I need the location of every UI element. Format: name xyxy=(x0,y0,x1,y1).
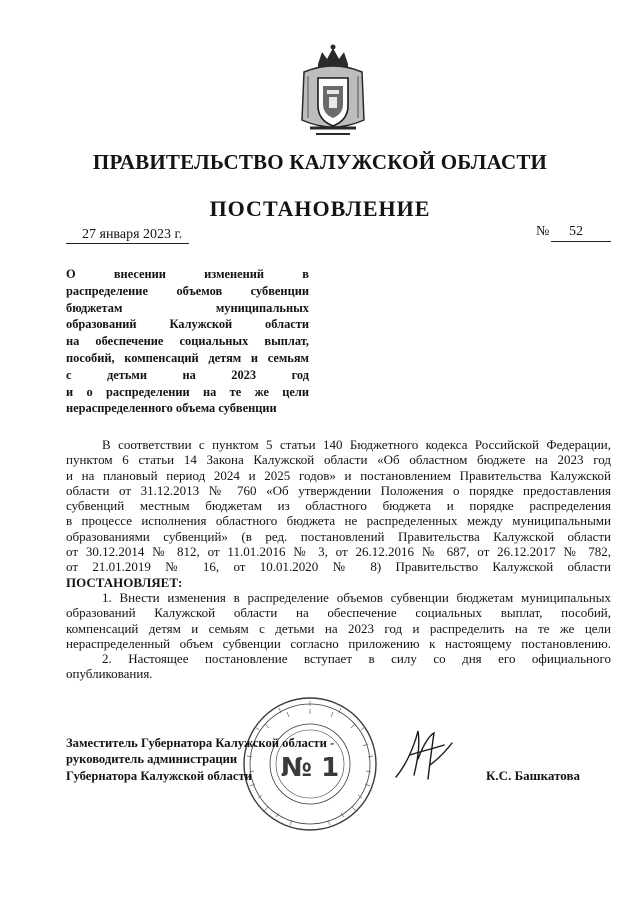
subject-line: О внесении изменений в xyxy=(66,267,309,281)
document-date: 27 января 2023 г. xyxy=(82,227,183,242)
preamble-line: В соответствии с пунктом 5 статьи 140 Бюджетного кодекса Российской Федерации, xyxy=(102,437,611,452)
document-body xyxy=(66,437,611,682)
preamble-line: области от 31.12.2013 № 760 «Об утверждении Положения о порядке предоставления xyxy=(66,482,611,498)
clause-1-line: образований Калужской области на обеспечение социальных выплат, пособий, xyxy=(66,605,611,621)
preamble-line: в процессе исполнения областного бюджета не распределенных между муниципальными xyxy=(66,513,611,529)
number-label: № xyxy=(536,224,550,239)
preamble-line: образованиями субвенций» (в ред. постановлений Правительства Калужской области xyxy=(66,528,611,544)
clause-2-line: опубликования. xyxy=(66,666,153,682)
subject-line: нераспределенного объема субвенции xyxy=(66,401,277,416)
subject-line: образований Калужской области xyxy=(66,317,309,332)
document-type-title: ПОСТАНОВЛЕНИЕ xyxy=(209,196,431,221)
subject-line: с детьми на 2023 год xyxy=(66,367,309,382)
signatory-position-line: Губернатора Калужской области xyxy=(66,768,252,783)
preamble-line: пунктом 6 статьи 14 Закона Калужской области «Об областном бюджете на 2023 год xyxy=(66,452,611,468)
subject-line: распределение объемов субвенции xyxy=(66,283,309,298)
preamble-line: от 21.01.2019 № 16, от 10.01.2020 № 8) Правительство Калужской области xyxy=(66,559,611,575)
clause-1-line: компенсаций детям и семьям с детьми на 2023 год и распределить на те же цели xyxy=(66,620,611,636)
clause-1-line: нераспределенный объем субвенции согласно приложению к настоящему постановлению. xyxy=(66,635,611,651)
subject-line: бюджетам муниципальных xyxy=(66,300,309,315)
organization-title: ПРАВИТЕЛЬСТВО КАЛУЖСКОЙ ОБЛАСТИ xyxy=(92,150,548,174)
handwritten-signature xyxy=(388,725,458,785)
preamble-line: от 30.12.2014 № 812, от 11.01.2016 № 3, от 26.12.2016 № 687, от 26.12.2017 № 782, xyxy=(66,544,611,560)
clause-2-line: 2. Настоящее постановление вступает в силу со дня его официального xyxy=(102,651,611,667)
clause-1-line: 1. Внести изменения в распределение объемов субвенции бюджетам муниципальных xyxy=(102,589,611,605)
subject-block xyxy=(66,266,309,417)
coat-of-arms-emblem xyxy=(296,42,370,140)
date-field xyxy=(66,229,189,244)
svg-text:№ 1: № 1 xyxy=(280,753,340,783)
number-field xyxy=(551,224,611,242)
signatory-position-line: руководитель администрации xyxy=(66,752,238,767)
preamble-line: и на плановый период 2024 и 2025 годов» и постановлением Правительства Калужской xyxy=(66,467,611,483)
resolves-heading: ПОСТАНОВЛЯЕТ: xyxy=(66,574,183,590)
subject-line: пособий, компенсаций детям и семьям xyxy=(66,350,309,365)
signatory-position-line: Заместитель Губернатора Калужской области - xyxy=(66,736,335,750)
subject-line: и о распределении на те же цели xyxy=(66,384,309,399)
signatory-name: К.С. Башкатова xyxy=(486,768,581,783)
subject-line: на обеспечение социальных выплат, xyxy=(66,334,309,349)
preamble-line: субвенций местным бюджетам из областного бюджета и порядке распределения xyxy=(66,498,611,514)
document-number: 52 xyxy=(569,224,583,239)
